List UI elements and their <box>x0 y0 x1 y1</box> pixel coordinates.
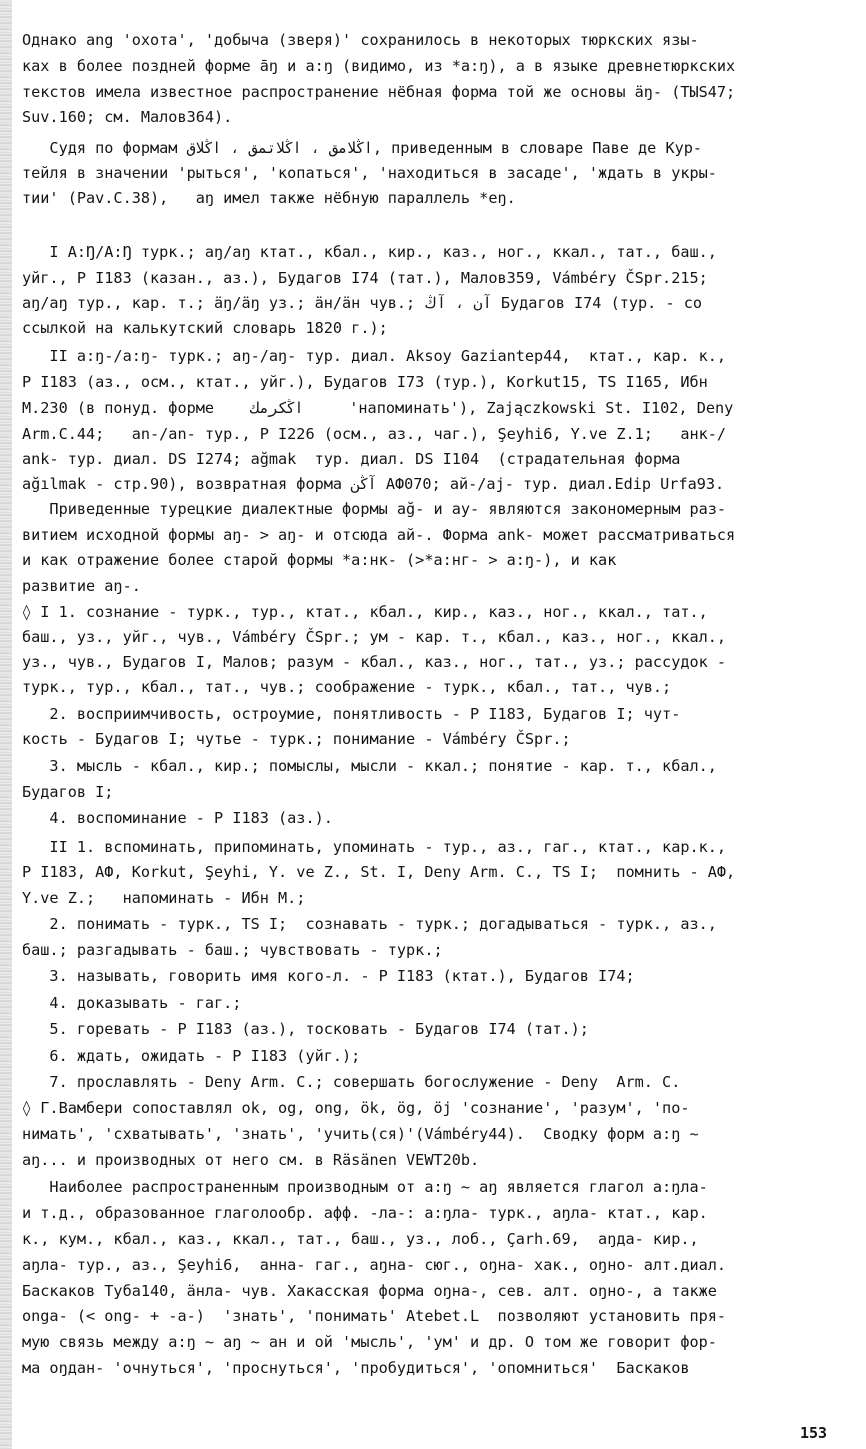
text-line: развитие аŋ-. <box>22 577 141 595</box>
text-line: нимать', 'схватывать', 'знать', 'учить(ся)'(Vámbéry44). Сводку форм а:ŋ ~ <box>22 1125 699 1143</box>
text-line: I А:Ŋ/А:Ŋ турк.; аŋ/аŋ ктат., кбал., кир., каз., ног., ккал., тат., баш., <box>22 243 717 261</box>
text-line: уз., чув., Будагов I, Малов; разум - кбал., каз., ног., тат., уз.; рассудок - <box>22 653 727 671</box>
text-line: Баскаков Туба140, äнла- чув. Хакасская форма оŋна-, сев. алт. оŋно-, а также <box>22 1282 717 1300</box>
text-line: 3. называть, говорить имя кого-л. - Р I183 (ктат.), Будагов I74; <box>22 967 635 985</box>
text-line: onga- (< ong- + -a-) 'знать', 'понимать' Atebet.L позволяют установить пря- <box>22 1307 727 1325</box>
text-line: 6. ждать, ожидать - Р I183 (уйг.); <box>22 1047 361 1065</box>
text-line: турк., тур., кбал., тат., чув.; соображение - турк., кбал., тат., чув.; <box>22 678 672 696</box>
text-line: 4. воспоминание - Р I183 (аз.). <box>22 809 333 827</box>
text-line: Р I183 (аз., осм., ктат., уйг.), Будагов I73 (тур.), Korkut15, TS I165, Ибн <box>22 373 708 391</box>
text-line: ссылкой на калькутский словарь 1820 г.); <box>22 319 388 337</box>
text-line: ма оŋдан- 'очнуться', 'проснуться', 'пробудиться', 'опомниться' Баскаков <box>22 1359 690 1377</box>
text-line: к., кум., кбал., каз., ккал., тат., баш., уз., лоб., Çarh.69, аŋда- кир., <box>22 1230 699 1248</box>
text-line: Наиболее распространенным производным от а:ŋ ~ аŋ является глагол а:ŋла- <box>22 1178 708 1196</box>
text-line: Р I183, АФ, Korkut, Şeyhi, Y. ve Z., St. I, Deny Arm. C., TS I; помнить - АФ, <box>22 863 736 881</box>
text-line: кость - Будагов I; чутье - турк.; понимание - Vámbéry ČSpr.; <box>22 730 571 748</box>
text-line: тейля в значении 'рыться', 'копаться', 'находиться в засаде', 'ждать в укры- <box>22 164 717 182</box>
text-line: ağılmak - стр.90), возвратная форма آڭن АФ070; ай-/aj- тур. диал.Edip Urfa93. <box>22 475 725 493</box>
text-line: 5. горевать - Р I183 (аз.), тосковать - Будагов I74 (тат.); <box>22 1020 589 1038</box>
text-line: ank- тур. диал. DS I274; ağmak тур. диал. DS I104 (страдательная форма <box>22 450 681 468</box>
text-line: Arm.C.44; аn-/an- тур., Р I226 (осм., аз., чаг.), Şeyhi6, Y.ve Z.1; анк-/ <box>22 425 727 443</box>
text-line: 7. прославлять - Deny Arm. C.; совершать богослужение - Deny Arm. C. <box>22 1073 681 1091</box>
text-line: ках в более поздней форме а̄ŋ и а:ŋ (видимо, из *а:ŋ), а в языке древнетюркских <box>22 57 736 75</box>
text-line: мую связь между а:ŋ ~ аŋ ~ ан и ой 'мысль', 'ум' и др. О том же говорит фор- <box>22 1333 717 1351</box>
text-line: Однако ang 'охота', 'добыча (зверя)' сохранилось в некоторых тюркских язы- <box>22 31 699 49</box>
text-line: баш., уз., уйг., чув., Vámbéry ČSpr.; ум - кар. т., кбал., каз., ног., ккал., <box>22 628 727 646</box>
text-line: и как отражение более старой формы *а:нк- (>*а:нг- > а:ŋ-), и как <box>22 551 617 569</box>
text-line: 2. восприимчивость, остроумие, понятливость - Р I183, Будагов I; чут- <box>22 705 681 723</box>
text-line: II 1. вспоминать, припоминать, упоминать - тур., аз., гаг., ктат., кар.к., <box>22 838 727 856</box>
text-line: баш.; разгадывать - баш.; чувствовать - турк.; <box>22 941 443 959</box>
text-line: текстов имела известное распространение нёбная форма той же основы äŋ- (ТЫS47; <box>22 83 736 101</box>
text-line: Судя по формам اڭلامق ، اڭلاتمق ، اڭلاق, приведенным в словаре Паве де Кур- <box>22 139 703 157</box>
text-line: ◊ Г.Вамбери сопоставлял ok, og, ong, ök, ög, öj 'сознание', 'разум', 'по- <box>22 1099 690 1117</box>
text-line: Suv.160; см. Малов364). <box>22 108 233 126</box>
text-line: ◊ I 1. сознание - турк., тур., ктат., кбал., кир., каз., ног., ккал., тат., <box>22 603 708 621</box>
text-line: витием исходной формы аŋ- > аŋ- и отсюда ай-. Форма ank- может рассматриваться <box>22 526 736 544</box>
text-line: Будагов I; <box>22 783 114 801</box>
text-line: аŋ... и производных от него см. в Räsänen VEWT20b. <box>22 1151 480 1169</box>
text-line: тии' (Pav.C.38), аŋ имел также нёбную параллель *еŋ. <box>22 189 516 207</box>
text-line: Y.ve Z.; напоминать - Ибн М.; <box>22 889 306 907</box>
text-line: аŋла- тур., аз., Şeyhi6, анна- гаг., аŋна- сюг., оŋна- хак., оŋно- алт.диал. <box>22 1256 727 1274</box>
text-line: аŋ/аŋ тур., кар. т.; äŋ/äŋ уз.; äн/äн чув.; آن ، آڭ Будагов I74 (тур. - со <box>22 294 703 312</box>
scan-edge <box>0 0 12 1449</box>
text-line: 3. мысль - кбал., кир.; помыслы, мысли - ккал.; понятие - кар. т., кбал., <box>22 757 717 775</box>
text-line: уйг., Р I183 (казан., аз.), Будагов I74 (тат.), Малов359, Vámbéry ČSpr.215; <box>22 269 708 287</box>
text-line: 2. понимать - турк., TS I; сознавать - турк.; догадываться - турк., аз., <box>22 915 717 933</box>
text-line: 4. доказывать - гаг.; <box>22 994 242 1012</box>
page-number: 153 <box>800 1424 828 1442</box>
text-line: II а:ŋ-/а:ŋ- турк.; аŋ-/аŋ- тур. диал. Aksoy Gaziantep44, ктат., кар. к., <box>22 347 727 365</box>
text-line: и т.д., образованное глаголообр. афф. -ла-: а:ŋла- турк., аŋла- ктат., кар. <box>22 1204 708 1222</box>
text-line: М.230 (в понуд. форме اڭكرمك 'напоминать'), Zajączkowski St. I102, Deny <box>22 399 734 417</box>
text-line: Приведенные турецкие диалектные формы аğ- и ау- являются закономерным раз- <box>22 500 727 518</box>
